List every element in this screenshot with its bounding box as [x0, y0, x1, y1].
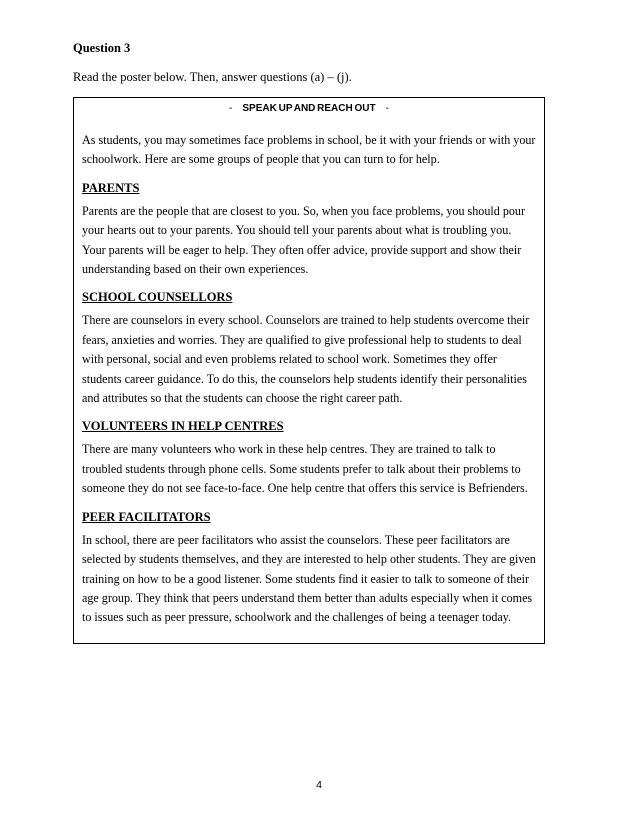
section-text-peer-facilitators: In school, there are peer facilitators who assist the counselors. These peer facilitators are selected by students themselves, and they are interested to help other students. They are given training on how to be a good listener. Some students find it easier to talk to someone of their age group. They think that peers understand them better than adults especially when it comes to issues such as peer pressure, schoolwork and the challenges of being a teenager today.	[82, 532, 536, 625]
poster-title-text: SPEAK UP AND REACH OUT	[242, 103, 376, 114]
poster-intro: As students, you may sometimes face problems in school, be it with your friends or with your schoolwork. Here are some groups of people that you can turn to for help.	[82, 133, 536, 167]
page-number: 4	[316, 779, 322, 791]
question-title: Question 3	[73, 41, 131, 55]
section-heading-school-counsellors: SCHOOL COUNSELLORS	[82, 290, 233, 305]
section-text-school-counsellors: There are counselors in every school. Counselors are trained to help students overcome their fears, anxieties and worries. They are qualified to give professional help to students to deal with personal, social and even problems related to school work. Sometimes they offer students career guidance. To do this, the counselors help students identify their personalities and attributes so that the students can choose the right career path.	[82, 313, 530, 406]
section-heading-volunteers: VOLUNTEERS IN HELP CENTRES	[82, 419, 284, 434]
poster-box	[73, 97, 545, 644]
poster-title-dash-left: -	[229, 103, 233, 114]
instruction-text: Read the poster below. Then, answer questions (a) – (j).	[73, 70, 352, 84]
poster-title	[82, 102, 536, 116]
poster-title-dash-right: -	[385, 103, 389, 114]
section-heading-peer-facilitators: PEER FACILITATORS	[82, 509, 211, 524]
section-text-volunteers: There are many volunteers who work in these help centres. They are trained to talk to troubled students through phone cells. Some students prefer to talk about their problems to someone they do not see face-to-face. One help centre that offers this service is Befrienders.	[82, 442, 528, 496]
section-text-parents: Parents are the people that are closest to you. So, when you face problems, you should pour your hearts out to your parents. You should tell your parents about what is troubling you. Your parents will be eager to help. They often offer advice, provide support and show their understanding based on their own experiences.	[82, 203, 525, 277]
section-heading-parents: PARENTS	[82, 180, 140, 195]
